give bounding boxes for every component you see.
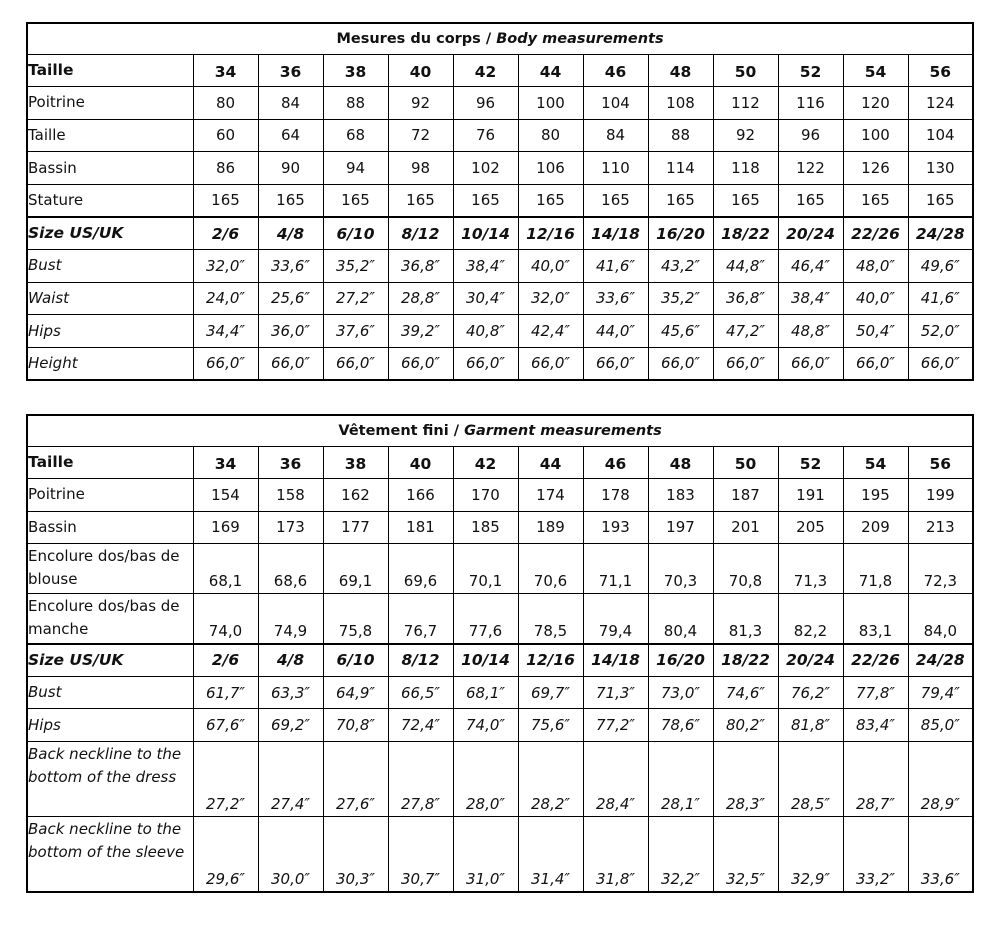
- table-cell: 4/8: [258, 644, 323, 677]
- row-label: Size US/UK: [27, 644, 193, 677]
- table-cell: 2/6: [193, 217, 258, 250]
- table-row: [27, 511, 973, 544]
- table-cell: 178: [583, 479, 648, 512]
- table-cell: 76,2″: [778, 676, 843, 709]
- table-cell: 16/20: [648, 644, 713, 677]
- table-cell: 195: [843, 479, 908, 512]
- table-cell: 177: [323, 511, 388, 544]
- table-cell: 80,4: [648, 594, 713, 644]
- table-cell: 28,3″: [713, 742, 778, 817]
- table-cell: 56: [908, 446, 973, 479]
- table-cell: 14/18: [583, 644, 648, 677]
- table-cell: 77,2″: [583, 709, 648, 742]
- table-cell: 126: [843, 152, 908, 185]
- table-cell: 28,5″: [778, 742, 843, 817]
- table-cell: 85,0″: [908, 709, 973, 742]
- table-cell: 174: [518, 479, 583, 512]
- row-label: Bust: [27, 250, 193, 283]
- table-cell: 74,0″: [453, 709, 518, 742]
- table-cell: 92: [388, 87, 453, 120]
- table-cell: 78,6″: [648, 709, 713, 742]
- table-cell: 108: [648, 87, 713, 120]
- table-cell: 71,3: [778, 544, 843, 594]
- table-cell: 6/10: [323, 644, 388, 677]
- table-cell: 76: [453, 119, 518, 152]
- table-cell: 41,6″: [583, 250, 648, 283]
- table-cell: 158: [258, 479, 323, 512]
- table-cell: 201: [713, 511, 778, 544]
- table-cell: 34: [193, 446, 258, 479]
- row-label: Poitrine: [27, 479, 193, 512]
- garment-table-title: [27, 415, 973, 446]
- table-row: [27, 250, 973, 283]
- table-cell: 70,6: [518, 544, 583, 594]
- table-cell: 66,0″: [648, 347, 713, 380]
- table-cell: 49,6″: [908, 250, 973, 283]
- table-cell: 193: [583, 511, 648, 544]
- table-cell: 50,4″: [843, 315, 908, 348]
- table-cell: 74,6″: [713, 676, 778, 709]
- table-cell: 38,4″: [778, 282, 843, 315]
- table-cell: 80,2″: [713, 709, 778, 742]
- row-label: Encolure dos/bas de blouse: [27, 544, 193, 594]
- table-cell: 56: [908, 54, 973, 87]
- row-label: Poitrine: [27, 87, 193, 120]
- table-cell: 54: [843, 446, 908, 479]
- row-label: Taille: [27, 119, 193, 152]
- table-cell: 84: [583, 119, 648, 152]
- table-cell: 31,4″: [518, 817, 583, 892]
- table-cell: 185: [453, 511, 518, 544]
- table-cell: 79,4″: [908, 676, 973, 709]
- table-cell: 30,3″: [323, 817, 388, 892]
- table-cell: 80: [193, 87, 258, 120]
- table-cell: 40: [388, 54, 453, 87]
- table-cell: 69,2″: [258, 709, 323, 742]
- body-table-title: [27, 23, 973, 54]
- table-cell: 24/28: [908, 644, 973, 677]
- table-cell: 33,6″: [258, 250, 323, 283]
- table-cell: 32,0″: [193, 250, 258, 283]
- table-cell: 44,0″: [583, 315, 648, 348]
- table-cell: 165: [193, 184, 258, 217]
- table-cell: 48: [648, 54, 713, 87]
- row-label: Bassin: [27, 152, 193, 185]
- table-cell: 40,0″: [843, 282, 908, 315]
- table-cell: 25,6″: [258, 282, 323, 315]
- table-cell: 45,6″: [648, 315, 713, 348]
- table-cell: 27,6″: [323, 742, 388, 817]
- table-cell: 66,5″: [388, 676, 453, 709]
- table-cell: 50: [713, 54, 778, 87]
- table-cell: 98: [388, 152, 453, 185]
- table-cell: 100: [843, 119, 908, 152]
- row-label: Encolure dos/bas de manche: [27, 594, 193, 644]
- table-cell: 166: [388, 479, 453, 512]
- table-cell: 48,8″: [778, 315, 843, 348]
- table-cell: 31,0″: [453, 817, 518, 892]
- table-cell: 96: [453, 87, 518, 120]
- table-row: [27, 119, 973, 152]
- table-row: [27, 347, 973, 380]
- table-cell: 28,8″: [388, 282, 453, 315]
- table-cell: 162: [323, 479, 388, 512]
- table-cell: 94: [323, 152, 388, 185]
- table-cell: 118: [713, 152, 778, 185]
- table-cell: 124: [908, 87, 973, 120]
- table-cell: 72,3: [908, 544, 973, 594]
- table-cell: 12/16: [518, 644, 583, 677]
- table-cell: 165: [453, 184, 518, 217]
- table-cell: 46: [583, 54, 648, 87]
- table-cell: 165: [908, 184, 973, 217]
- table-cell: 38: [323, 54, 388, 87]
- table-cell: 32,2″: [648, 817, 713, 892]
- table-cell: 33,2″: [843, 817, 908, 892]
- table-cell: 66,0″: [518, 347, 583, 380]
- table-cell: 75,8: [323, 594, 388, 644]
- table-cell: 130: [908, 152, 973, 185]
- table-cell: 114: [648, 152, 713, 185]
- table-cell: 72,4″: [388, 709, 453, 742]
- table-row: [27, 315, 973, 348]
- table-cell: 165: [648, 184, 713, 217]
- table-cell: 74,0: [193, 594, 258, 644]
- row-label: Hips: [27, 315, 193, 348]
- table-cell: 69,1: [323, 544, 388, 594]
- row-label: Stature: [27, 184, 193, 217]
- table-cell: 41,6″: [908, 282, 973, 315]
- table-cell: 37,6″: [323, 315, 388, 348]
- table-cell: 76,7: [388, 594, 453, 644]
- table-cell: 63,3″: [258, 676, 323, 709]
- table-cell: 69,7″: [518, 676, 583, 709]
- table-cell: 165: [778, 184, 843, 217]
- table-row: [27, 152, 973, 185]
- table-cell: 100: [518, 87, 583, 120]
- table-cell: 36: [258, 446, 323, 479]
- table-cell: 71,1: [583, 544, 648, 594]
- table-cell: 66,0″: [843, 347, 908, 380]
- table-cell: 84,0: [908, 594, 973, 644]
- table-cell: 28,9″: [908, 742, 973, 817]
- table-cell: 68,6: [258, 544, 323, 594]
- table-cell: 209: [843, 511, 908, 544]
- table-cell: 40,0″: [518, 250, 583, 283]
- table-cell: 38: [323, 446, 388, 479]
- table-cell: 35,2″: [323, 250, 388, 283]
- table-cell: 31,8″: [583, 817, 648, 892]
- table-cell: 28,7″: [843, 742, 908, 817]
- table-cell: 18/22: [713, 217, 778, 250]
- table-row: [27, 594, 973, 644]
- table-cell: 96: [778, 119, 843, 152]
- table-cell: 66,0″: [778, 347, 843, 380]
- table-cell: 70,8: [713, 544, 778, 594]
- table-cell: 46,4″: [778, 250, 843, 283]
- table-cell: 68,1″: [453, 676, 518, 709]
- table-cell: 183: [648, 479, 713, 512]
- table-cell: 165: [258, 184, 323, 217]
- table-cell: 165: [583, 184, 648, 217]
- table-cell: 54: [843, 54, 908, 87]
- table-cell: 165: [713, 184, 778, 217]
- table-cell: 12/16: [518, 217, 583, 250]
- table-cell: 42: [453, 446, 518, 479]
- row-label: Back neckline to the bottom of the dress: [27, 742, 193, 817]
- table-cell: 38,4″: [453, 250, 518, 283]
- table-cell: 78,5: [518, 594, 583, 644]
- table-cell: 8/12: [388, 217, 453, 250]
- row-label: Back neckline to the bottom of the sleeve: [27, 817, 193, 892]
- table-cell: 92: [713, 119, 778, 152]
- table-cell: 77,8″: [843, 676, 908, 709]
- table-cell: 48: [648, 446, 713, 479]
- table-cell: 104: [908, 119, 973, 152]
- table-cell: 165: [323, 184, 388, 217]
- table-cell: 189: [518, 511, 583, 544]
- table-cell: 32,0″: [518, 282, 583, 315]
- table-cell: 39,2″: [388, 315, 453, 348]
- table-cell: 77,6: [453, 594, 518, 644]
- table-cell: 20/24: [778, 217, 843, 250]
- table-cell: 2/6: [193, 644, 258, 677]
- table-row: [27, 742, 973, 817]
- table-cell: 22/26: [843, 217, 908, 250]
- table-cell: 24/28: [908, 217, 973, 250]
- table-cell: 33,6″: [583, 282, 648, 315]
- table-cell: 36,0″: [258, 315, 323, 348]
- table-cell: 181: [388, 511, 453, 544]
- table-cell: 27,8″: [388, 742, 453, 817]
- table-cell: 24,0″: [193, 282, 258, 315]
- table-cell: 69,6: [388, 544, 453, 594]
- row-label: Hips: [27, 709, 193, 742]
- table-cell: 205: [778, 511, 843, 544]
- table-cell: 44: [518, 446, 583, 479]
- table-cell: 64,9″: [323, 676, 388, 709]
- table-cell: 36,8″: [713, 282, 778, 315]
- table-cell: 28,1″: [648, 742, 713, 817]
- table-cell: 27,4″: [258, 742, 323, 817]
- table-cell: 67,6″: [193, 709, 258, 742]
- table-cell: 81,8″: [778, 709, 843, 742]
- table-cell: 122: [778, 152, 843, 185]
- table-cell: 28,0″: [453, 742, 518, 817]
- table-cell: 34,4″: [193, 315, 258, 348]
- table-cell: 199: [908, 479, 973, 512]
- table-cell: 66,0″: [258, 347, 323, 380]
- table-cell: 40,8″: [453, 315, 518, 348]
- table-cell: 52: [778, 446, 843, 479]
- table-cell: 71,3″: [583, 676, 648, 709]
- table-cell: 20/24: [778, 644, 843, 677]
- row-label: Bust: [27, 676, 193, 709]
- table-row: [27, 184, 973, 217]
- garment-title-en: Garment measurements: [464, 422, 662, 439]
- table-cell: 90: [258, 152, 323, 185]
- table-cell: 112: [713, 87, 778, 120]
- table-row: [27, 87, 973, 120]
- table-cell: 43,2″: [648, 250, 713, 283]
- table-cell: 42: [453, 54, 518, 87]
- table-cell: 35,2″: [648, 282, 713, 315]
- table-cell: 154: [193, 479, 258, 512]
- table-row: [27, 709, 973, 742]
- table-cell: 14/18: [583, 217, 648, 250]
- table-cell: 72: [388, 119, 453, 152]
- body-title-en: Body measurements: [496, 30, 664, 47]
- table-cell: 173: [258, 511, 323, 544]
- table-cell: 116: [778, 87, 843, 120]
- table-cell: 84: [258, 87, 323, 120]
- table-cell: 86: [193, 152, 258, 185]
- table-cell: 88: [323, 87, 388, 120]
- table-cell: 165: [518, 184, 583, 217]
- garment-measurements-table: [26, 414, 974, 893]
- table-cell: 170: [453, 479, 518, 512]
- table-cell: 102: [453, 152, 518, 185]
- table-cell: 34: [193, 54, 258, 87]
- table-cell: 42,4″: [518, 315, 583, 348]
- table-cell: 191: [778, 479, 843, 512]
- table-cell: 74,9: [258, 594, 323, 644]
- table-cell: 61,7″: [193, 676, 258, 709]
- table-cell: 110: [583, 152, 648, 185]
- table-cell: 66,0″: [193, 347, 258, 380]
- table-cell: 80: [518, 119, 583, 152]
- table-cell: 66,0″: [908, 347, 973, 380]
- table-cell: 70,8″: [323, 709, 388, 742]
- table-cell: 18/22: [713, 644, 778, 677]
- table-cell: 81,3: [713, 594, 778, 644]
- table-cell: 6/10: [323, 217, 388, 250]
- table-row: [27, 54, 973, 87]
- table-cell: 83,4″: [843, 709, 908, 742]
- table-cell: 28,2″: [518, 742, 583, 817]
- body-measurements-table: [26, 22, 974, 381]
- table-cell: 60: [193, 119, 258, 152]
- row-label: Bassin: [27, 511, 193, 544]
- table-cell: 70,3: [648, 544, 713, 594]
- table-cell: 66,0″: [323, 347, 388, 380]
- table-cell: 66,0″: [583, 347, 648, 380]
- table-cell: 197: [648, 511, 713, 544]
- table-cell: 169: [193, 511, 258, 544]
- table-cell: 44: [518, 54, 583, 87]
- table-cell: 88: [648, 119, 713, 152]
- table-row: [27, 217, 973, 250]
- table-cell: 29,6″: [193, 817, 258, 892]
- table-cell: 165: [843, 184, 908, 217]
- table-cell: 52: [778, 54, 843, 87]
- table-cell: 27,2″: [193, 742, 258, 817]
- table-cell: 75,6″: [518, 709, 583, 742]
- table-cell: 46: [583, 446, 648, 479]
- table-row: [27, 817, 973, 892]
- row-label: Taille: [27, 54, 193, 87]
- table-row: [27, 282, 973, 315]
- table-cell: 22/26: [843, 644, 908, 677]
- body-title-fr: Mesures du corps /: [336, 30, 492, 47]
- table-cell: 66,0″: [453, 347, 518, 380]
- table-cell: 16/20: [648, 217, 713, 250]
- table-row: [27, 479, 973, 512]
- table-cell: 33,6″: [908, 817, 973, 892]
- table-cell: 47,2″: [713, 315, 778, 348]
- table-cell: 32,5″: [713, 817, 778, 892]
- table-cell: 68: [323, 119, 388, 152]
- table-cell: 4/8: [258, 217, 323, 250]
- table-cell: 66,0″: [388, 347, 453, 380]
- table-cell: 30,7″: [388, 817, 453, 892]
- table-cell: 50: [713, 446, 778, 479]
- table-cell: 27,2″: [323, 282, 388, 315]
- table-cell: 10/14: [453, 217, 518, 250]
- table-cell: 213: [908, 511, 973, 544]
- table-cell: 73,0″: [648, 676, 713, 709]
- table-cell: 71,8: [843, 544, 908, 594]
- row-label: Taille: [27, 446, 193, 479]
- table-cell: 30,0″: [258, 817, 323, 892]
- table-cell: 120: [843, 87, 908, 120]
- table-cell: 40: [388, 446, 453, 479]
- table-cell: 30,4″: [453, 282, 518, 315]
- table-cell: 66,0″: [713, 347, 778, 380]
- table-cell: 165: [388, 184, 453, 217]
- table-cell: 68,1: [193, 544, 258, 594]
- table-cell: 187: [713, 479, 778, 512]
- table-cell: 64: [258, 119, 323, 152]
- table-cell: 48,0″: [843, 250, 908, 283]
- table-cell: 36: [258, 54, 323, 87]
- table-cell: 82,2: [778, 594, 843, 644]
- table-cell: 106: [518, 152, 583, 185]
- table-cell: 28,4″: [583, 742, 648, 817]
- table-cell: 36,8″: [388, 250, 453, 283]
- table-cell: 83,1: [843, 594, 908, 644]
- table-cell: 70,1: [453, 544, 518, 594]
- table-row: [27, 446, 973, 479]
- table-cell: 32,9″: [778, 817, 843, 892]
- table-cell: 44,8″: [713, 250, 778, 283]
- row-label: Size US/UK: [27, 217, 193, 250]
- table-cell: 79,4: [583, 594, 648, 644]
- table-row: [27, 644, 973, 677]
- table-cell: 52,0″: [908, 315, 973, 348]
- row-label: Height: [27, 347, 193, 380]
- table-cell: 8/12: [388, 644, 453, 677]
- table-cell: 10/14: [453, 644, 518, 677]
- garment-title-fr: Vêtement fini /: [338, 422, 460, 439]
- table-cell: 104: [583, 87, 648, 120]
- row-label: Waist: [27, 282, 193, 315]
- table-row: [27, 544, 973, 594]
- table-row: [27, 676, 973, 709]
